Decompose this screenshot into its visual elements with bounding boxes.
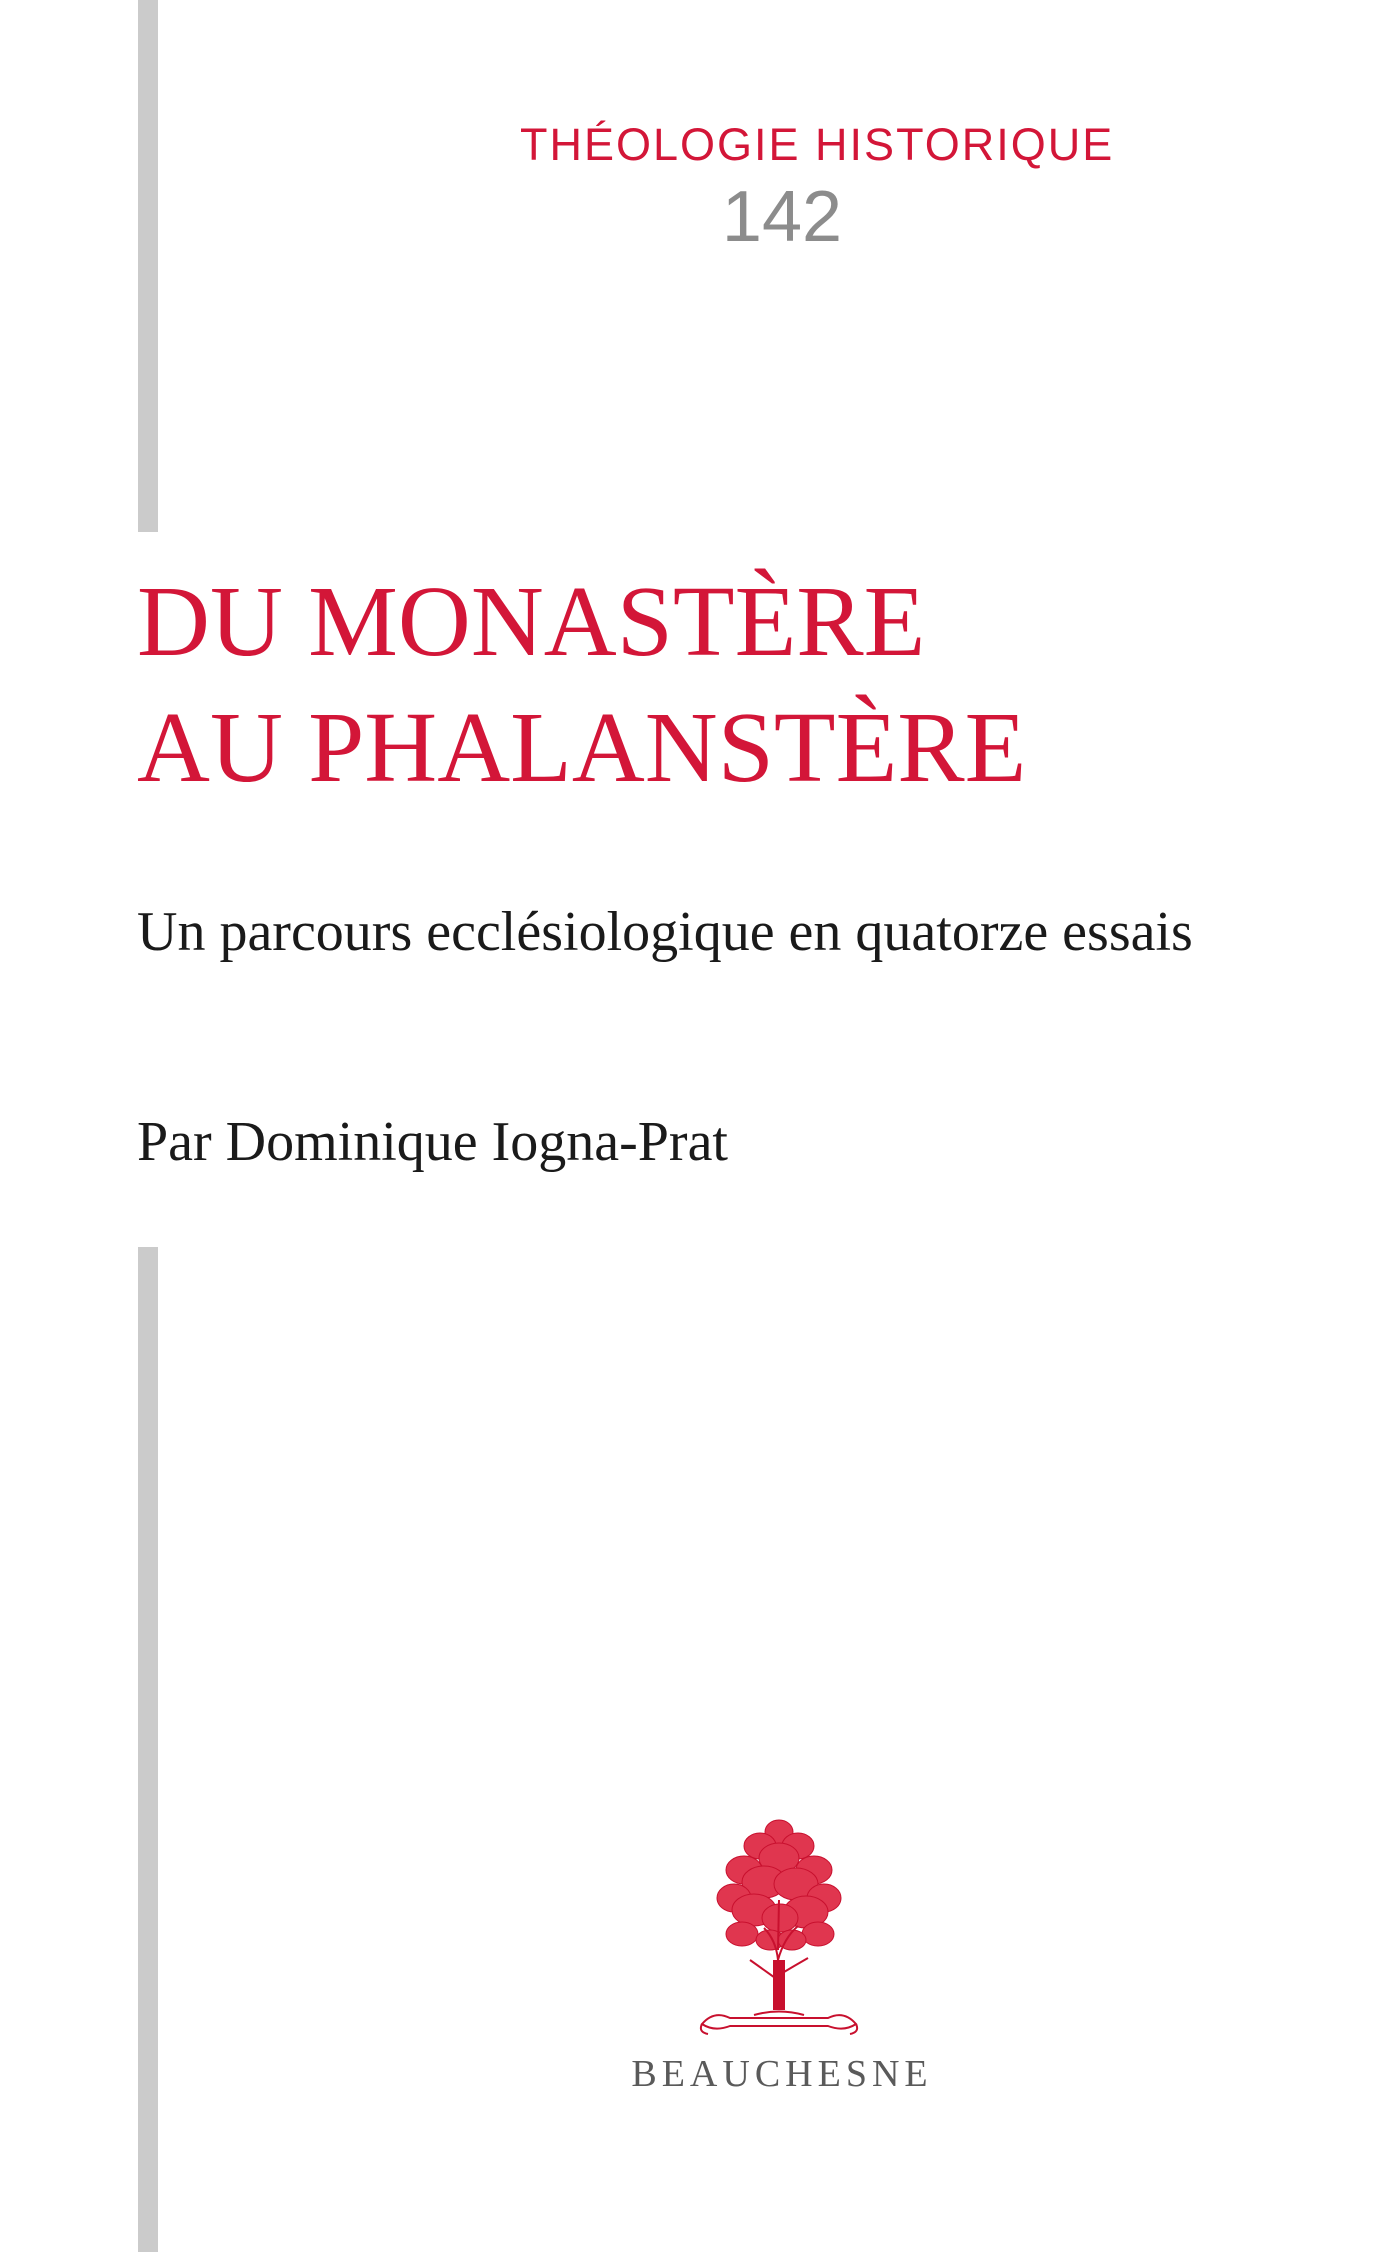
book-title-line-2: AU PHALANSTÈRE [137,691,1027,803]
left-rule-top [138,0,158,532]
author-line: Par Dominique Iogna-Prat [137,1111,728,1173]
tree-emblem-icon [694,1810,864,2040]
book-subtitle: Un parcours ecclésiologique en quatorze essais [137,901,1193,963]
left-rule-bottom [138,1247,158,2252]
publisher-name: BEAUCHESNE [631,2053,933,2095]
series-name: THÉOLOGIE HISTORIQUE [520,119,1115,170]
series-number: 142 [721,177,843,257]
book-title [137,558,1026,810]
series-block [520,119,1115,257]
book-title-line-1: DU MONASTÈRE [137,565,926,677]
